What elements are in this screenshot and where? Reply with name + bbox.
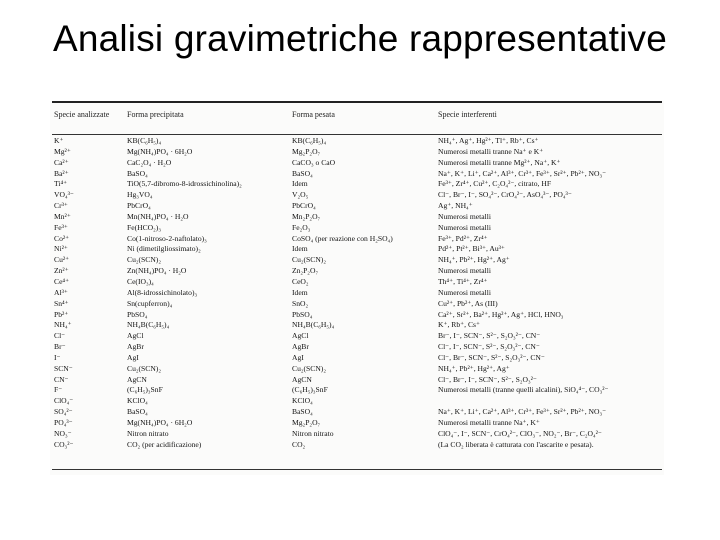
- header-weighed-form: Forma pesata: [292, 110, 335, 119]
- table-row: [54, 244, 660, 255]
- slide-title: Analisi gravimetriche rappresentative: [52, 18, 668, 59]
- table-row: [54, 440, 660, 451]
- cell-weighed-form: BaSO₄: [292, 168, 313, 178]
- table-row: [54, 179, 660, 190]
- table-row: [54, 288, 660, 299]
- cell-weighed-form: CO₂: [292, 439, 306, 449]
- cell-species: Fe³⁺: [54, 222, 68, 232]
- cell-species: Ti⁴⁺: [54, 179, 68, 189]
- cell-species: Zn²⁺: [54, 266, 69, 276]
- cell-interfering-species: Fe³⁺, Zr⁴⁺, Cu²⁺, C₂O₄²⁻, citrato, HF: [438, 179, 552, 189]
- cell-weighed-form: Cu₂(SCN)₂: [292, 255, 326, 265]
- cell-precipitated-form: Nitron nitrato: [127, 428, 169, 438]
- cell-interfering-species: [438, 396, 660, 407]
- cell-species: Co²⁺: [54, 233, 70, 243]
- cell-weighed-form: Zn₂P₂O₇: [292, 266, 319, 276]
- cell-precipitated-form: AgCl: [127, 331, 144, 341]
- cell-weighed-form: KB(C₆H₅)₄: [292, 136, 327, 145]
- cell-weighed-form: PbSO₄: [292, 309, 313, 319]
- cell-weighed-form: CoSO₄ (per reazione con H₂SO₄): [292, 233, 393, 243]
- cell-interfering-species: Numerosi metalli tranne Na⁺, K⁺: [438, 417, 540, 427]
- cell-precipitated-form: KClO₄: [127, 396, 148, 406]
- cell-weighed-form: BaSO₄: [292, 407, 313, 417]
- table-row: [54, 136, 660, 147]
- cell-weighed-form: V₂O₅: [292, 190, 309, 200]
- cell-interfering-species: Numerosi metalli: [438, 222, 491, 232]
- cell-precipitated-form: CaC₂O₄ · H₂O: [127, 157, 172, 167]
- cell-interfering-species: Na⁺, K⁺, Li⁺, Ca²⁺, Al³⁺, Cr³⁺, Fe³⁺, Sr²⁺, Pb²⁺, NO₃⁻: [438, 407, 607, 417]
- cell-species: K⁺: [54, 136, 64, 145]
- table-row: [54, 158, 660, 169]
- cell-weighed-form: Mn₂P₂O₇: [292, 211, 321, 221]
- cell-species: Sn⁴⁺: [54, 298, 69, 308]
- table-top-rule: [52, 101, 662, 103]
- table-row: [54, 418, 660, 429]
- cell-interfering-species: NH₄⁺, Pb²⁺, Hg²⁺, Ag⁺: [438, 255, 510, 265]
- table-row: [54, 223, 660, 234]
- cell-species: SCN⁻: [54, 363, 73, 373]
- cell-species: Cu²⁺: [54, 255, 70, 265]
- cell-weighed-form: Mg₂P₂O₇: [292, 417, 321, 427]
- table-row: [54, 169, 660, 180]
- cell-interfering-species: Numerosi metalli tranne Na⁺ e K⁺: [438, 146, 544, 156]
- header-interfering-species: Specie interferenti: [438, 110, 497, 119]
- cell-species: ClO₄⁻: [54, 396, 74, 406]
- table-row: [54, 147, 660, 158]
- cell-weighed-form: Cu₂(SCN)₂: [292, 363, 326, 373]
- header-species: Specie analizzate: [54, 110, 110, 119]
- cell-precipitated-form: BaSO₄: [127, 407, 148, 417]
- cell-species: Cr³⁺: [54, 201, 68, 211]
- table-row: [54, 299, 660, 310]
- cell-precipitated-form: Cu₂(SCN)₂: [127, 255, 161, 265]
- cell-weighed-form: AgCN: [292, 374, 312, 384]
- cell-interfering-species: Th⁴⁺, Ti⁴⁺, Zr⁴⁺: [438, 276, 488, 286]
- cell-species: Mg²⁺: [54, 146, 71, 156]
- cell-species: Ba²⁺: [54, 168, 69, 178]
- table-bottom-rule: [52, 469, 662, 470]
- cell-interfering-species: ClO₄⁻, I⁻, SCN⁻, CrO₄²⁻, ClO₃⁻, NO₂⁻, Br⁻, C₂O₄²⁻: [438, 428, 602, 438]
- cell-interfering-species: Cl⁻, Br⁻, SCN⁻, S²⁻, S₂O₃²⁻, CN⁻: [438, 352, 545, 362]
- cell-interfering-species: K⁺, Rb⁺, Cs⁺: [438, 320, 480, 330]
- cell-interfering-species: Numerosi metalli: [438, 211, 491, 221]
- cell-precipitated-form: CO₂ (per acidificazione): [127, 439, 202, 449]
- cell-interfering-species: Na⁺, K⁺, Li⁺, Ca²⁺, Al³⁺, Cr³⁺, Fe³⁺, Sr²⁺, Pb²⁺, NO₃⁻: [438, 168, 607, 178]
- cell-species: Br⁻: [54, 342, 66, 352]
- table-row: [54, 201, 660, 212]
- cell-precipitated-form: Sn(cupferron)₄: [127, 298, 173, 308]
- cell-precipitated-form: Zn(NH₄)PO₄ · H₂O: [127, 266, 187, 276]
- cell-weighed-form: CaCO₃ o CaO: [292, 157, 336, 167]
- cell-interfering-species: Ca²⁺, Sr²⁺, Ba²⁺, Hg²⁺, Ag⁺, HCl, HNO₃: [438, 309, 564, 319]
- table-row: [54, 429, 660, 440]
- cell-species: PO₄³⁻: [54, 417, 73, 427]
- cell-precipitated-form: Mg(NH₄)PO₄ · 6H₂O: [127, 146, 193, 156]
- table-row: [54, 407, 660, 418]
- cell-precipitated-form: Fe(HCO₂)₃: [127, 222, 161, 232]
- cell-interfering-species: NH₄⁺, Ag⁺, Hg²⁺, Tl⁺, Rb⁺, Cs⁺: [438, 136, 539, 145]
- cell-weighed-form: NH₄B(C₆H₅)₄: [292, 320, 335, 330]
- cell-species: VO₄³⁻: [54, 190, 74, 200]
- cell-precipitated-form: Mg(NH₄)PO₄ · 6H₂O: [127, 417, 193, 427]
- cell-species: SO₄²⁻: [54, 407, 73, 417]
- cell-precipitated-form: KB(C₆H₅)₄: [127, 136, 162, 145]
- cell-interfering-species: (La CO₂ liberata è catturata con l'ascarite e pesata).: [438, 439, 594, 449]
- table-row: [54, 364, 660, 375]
- cell-species: I⁻: [54, 352, 61, 362]
- cell-weighed-form: AgI: [292, 352, 304, 362]
- table-row: [54, 255, 660, 266]
- cell-precipitated-form: TiO(5,7-dibromo-8-idrossichinolina)₂: [127, 179, 242, 189]
- cell-species: F⁻: [54, 385, 63, 395]
- cell-weighed-form: Fe₂O₃: [292, 222, 311, 232]
- cell-weighed-form: AgBr: [292, 342, 309, 352]
- cell-precipitated-form: (C₆H₅)₃SnF: [127, 385, 163, 395]
- cell-weighed-form: Nitron nitrato: [292, 428, 334, 438]
- cell-species: NH₄⁺: [54, 320, 72, 330]
- cell-weighed-form: Mg₂P₂O₇: [292, 146, 321, 156]
- cell-interfering-species: Cl⁻, I⁻, SCN⁻, S²⁻, S₂O₃²⁻, CN⁻: [438, 342, 540, 352]
- table-header-rule: [52, 134, 662, 135]
- cell-weighed-form: AgCl: [292, 331, 309, 341]
- cell-interfering-species: Cl⁻, Br⁻, I⁻, SO₄²⁻, CrO₄²⁻, AsO₄³⁻, PO₄³⁻: [438, 190, 572, 200]
- cell-weighed-form: SnO₂: [292, 298, 309, 308]
- cell-precipitated-form: Cu₂(SCN)₂: [127, 363, 161, 373]
- cell-species: Mn²⁺: [54, 211, 71, 221]
- table-row: [54, 375, 660, 386]
- cell-species: Al³⁺: [54, 287, 68, 297]
- table-row: [54, 320, 660, 331]
- cell-precipitated-form: Co(1-nitroso-2-naftolato)₃: [127, 233, 207, 243]
- cell-species: Ce⁴⁺: [54, 276, 70, 286]
- gravimetric-table: [54, 136, 660, 450]
- cell-species: NO₃⁻: [54, 428, 72, 438]
- table-row: [54, 396, 660, 407]
- table-row: [54, 331, 660, 342]
- cell-precipitated-form: Ce(IO₃)₄: [127, 276, 154, 286]
- cell-precipitated-form: Hg₃VO₄: [127, 190, 153, 200]
- cell-species: Cl⁻: [54, 331, 66, 341]
- cell-species: Pb²⁺: [54, 309, 69, 319]
- cell-species: CO₃²⁻: [54, 439, 74, 449]
- cell-species: Ca²⁺: [54, 157, 69, 167]
- table-row: [54, 342, 660, 353]
- cell-interfering-species: Numerosi metalli: [438, 287, 491, 297]
- cell-interfering-species: Numerosi metalli: [438, 266, 491, 276]
- table-row: [54, 277, 660, 288]
- cell-interfering-species: Ag⁺, NH₄⁺: [438, 201, 473, 211]
- table-body: [54, 136, 660, 450]
- cell-interfering-species: Cl⁻, Br⁻, I⁻, SCN⁻, S²⁻, S₂O₃²⁻: [438, 374, 537, 384]
- cell-interfering-species: NH₄⁺, Pb²⁺, Hg²⁺, Ag⁺: [438, 363, 510, 373]
- cell-precipitated-form: AgCN: [127, 374, 147, 384]
- cell-precipitated-form: PbCrO₄: [127, 201, 151, 211]
- cell-weighed-form: KClO₄: [292, 396, 313, 406]
- cell-species: CN⁻: [54, 374, 69, 384]
- table-row: [54, 212, 660, 223]
- table-row: [54, 310, 660, 321]
- cell-weighed-form: PbCrO₄: [292, 201, 316, 211]
- cell-precipitated-form: AgBr: [127, 342, 144, 352]
- cell-weighed-form: Idem: [292, 287, 308, 297]
- cell-precipitated-form: PbSO₄: [127, 309, 148, 319]
- table-row: [54, 385, 660, 396]
- cell-interfering-species: Pd²⁺, Pt²⁺, Bi³⁺, Au³⁺: [438, 244, 505, 254]
- table-row: [54, 234, 660, 245]
- header-precipitated-form: Forma precipitata: [127, 110, 184, 119]
- cell-precipitated-form: Ni (dimetilgliossimato)₂: [127, 244, 201, 254]
- cell-interfering-species: Br⁻, I⁻, SCN⁻, S²⁻, S₂O₃²⁻, CN⁻: [438, 331, 541, 341]
- cell-interfering-species: Numerosi metalli tranne Mg²⁺, Na⁺, K⁺: [438, 157, 561, 167]
- cell-precipitated-form: Mn(NH₄)PO₄ · H₂O: [127, 211, 189, 221]
- cell-interfering-species: Numerosi metalli (tranne quelli alcalini), SiO₄⁴⁻, CO₃²⁻: [438, 385, 609, 395]
- cell-precipitated-form: Al(8-idrossichinolato)₃: [127, 287, 198, 297]
- cell-species: Ni²⁺: [54, 244, 68, 254]
- cell-precipitated-form: NH₄B(C₆H₅)₄: [127, 320, 170, 330]
- cell-interfering-species: Fe³⁺, Pd²⁺, Zr⁴⁺: [438, 233, 488, 243]
- cell-interfering-species: Cu²⁺, Pb²⁺, As (III): [438, 298, 498, 308]
- cell-precipitated-form: AgI: [127, 352, 139, 362]
- cell-precipitated-form: BaSO₄: [127, 168, 148, 178]
- cell-weighed-form: Idem: [292, 244, 308, 254]
- table-row: [54, 353, 660, 364]
- cell-weighed-form: (C₆H₅)₃SnF: [292, 385, 328, 395]
- cell-weighed-form: Idem: [292, 179, 308, 189]
- table-row: [54, 266, 660, 277]
- table-row: [54, 190, 660, 201]
- cell-weighed-form: CeO₂: [292, 276, 309, 286]
